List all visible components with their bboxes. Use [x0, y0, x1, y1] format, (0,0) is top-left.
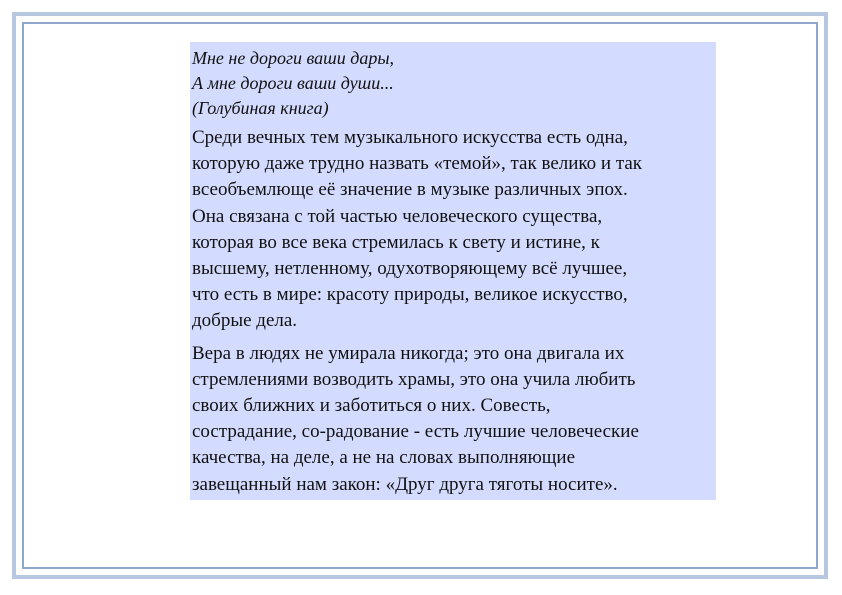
epigraph-line-2: А мне дороги ваши души...: [192, 73, 394, 93]
epigraph-source: (Голубиная книга): [192, 98, 329, 118]
paragraph-2: Вера в людях не умирала никогда; это она двигала их стремлениями возводить храмы, это она учила любить своих ближних и заботиться о них. Совесть, сострадание, со-радование - есть лучшие человеческие качества, на деле, а не на словах выполняющие завещанный нам закон: «Друг друга тяготы носите».: [192, 342, 639, 495]
epigraph-line-1: Мне не дороги ваши дары,: [192, 48, 395, 68]
epigraph: [192, 46, 714, 121]
paragraph-1: Среди вечных тем музыкального искусства есть одна, которую даже трудно назвать «темой», так велико и так всеобъемлюще её значение в музыке различных эпох. Она связана с той частью человеческого существа, которая во все века стремилась к свету и истине, к высшему, нетленному, одухотворяющему всё лучшее, что есть в мире: красоту природы, великое искусство, добрые дела.: [192, 127, 643, 332]
text-box[interactable]: [190, 42, 716, 500]
